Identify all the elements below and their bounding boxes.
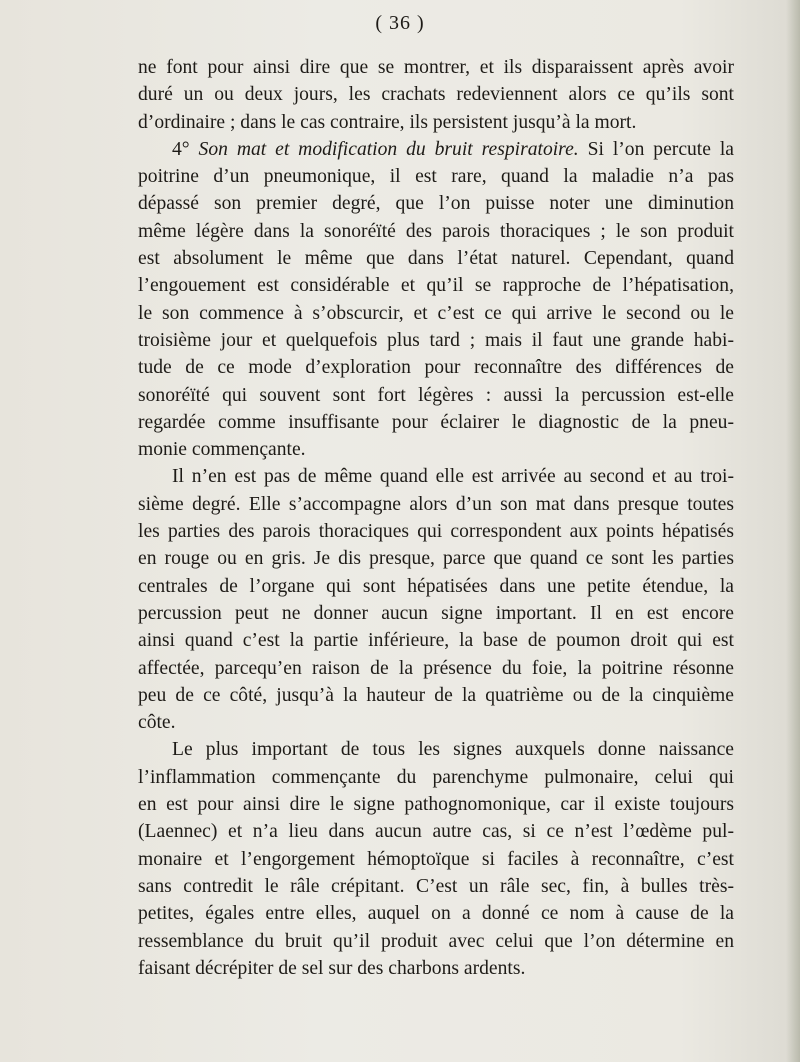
text-line: faisant décrépiter de sel sur des charbons ardents. — [138, 957, 526, 979]
paragraph-1 — [138, 54, 734, 136]
text-line: peu de ce côté, jusqu’à la hauteur de la quatrième ou de la cinquième — [138, 684, 734, 706]
text-line: troisième jour et quelquefois plus tard ; mais il faut une grande habi- — [138, 329, 734, 351]
text-line: affectée, parcequ’en raison de la présence du foie, la poitrine résonne — [138, 657, 734, 679]
text-line: (Laennec) et n’a lieu dans aucun autre cas, si ce n’est l’œdème pul- — [138, 821, 734, 843]
text-line: les parties des parois thoraciques qui correspondent aux points hépatisés — [138, 521, 734, 543]
text-line: dépassé son premier degré, que l’on puisse noter une diminution — [138, 193, 734, 215]
paragraph-2 — [138, 136, 734, 464]
heading-line — [138, 136, 734, 163]
text-line: tude de ce mode d’exploration pour reconnaître des différences de — [138, 357, 734, 379]
text-line: l’inflammation commençante du parenchyme pulmonaire, celui qui — [138, 766, 734, 788]
page-number: ( 36 ) — [375, 12, 425, 34]
text-line: est absolument le même que dans l’état naturel. Cependant, quand — [138, 248, 734, 270]
text-line: d’ordinaire ; dans le cas contraire, ils persistent jusqu’à la mort. — [138, 111, 637, 133]
text-line: sans contredit le râle crépitant. C’est un râle sec, fin, à bulles très- — [138, 875, 734, 897]
text-line: Il n’en est pas de même quand elle est arrivée au second et au troi- — [172, 466, 734, 488]
text-line: sonoréïté qui souvent sont fort légères : aussi la percussion est-elle — [138, 384, 734, 406]
text-line: duré un ou deux jours, les crachats redeviennent alors ce qu’ils sont — [138, 84, 734, 106]
heading-line-rest: Si l’on percute la — [587, 138, 734, 160]
paragraph-4 — [138, 736, 734, 982]
text-line: ressemblance du bruit qu’il produit avec celui que l’on détermine en — [138, 930, 734, 952]
text-line: ne font pour ainsi dire que se montrer, et ils disparaissent après avoir — [138, 57, 734, 78]
text-line: monaire et l’engorgement hémoptoïque si faciles à reconnaître, c’est — [138, 848, 734, 870]
text-line: en est pour ainsi dire le signe pathognomonique, car il existe toujours — [138, 794, 734, 816]
paragraph-3 — [138, 463, 734, 736]
page-edge-shadow — [786, 0, 800, 1062]
section-number: 4° — [172, 138, 190, 160]
text-line: le son commence à s’obscurcir, et c’est ce qui arrive le second ou le — [138, 302, 734, 324]
text-line: ainsi quand c’est la partie inférieure, la base de poumon droit qui est — [138, 630, 734, 652]
section-heading: Son mat et modification du bruit respiratoire. — [198, 138, 579, 160]
text-line: centrales de l’organe qui sont hépatisées dans une petite étendue, la — [138, 575, 734, 597]
text-line: monie commençante. — [138, 439, 306, 461]
text-line: petites, égales entre elles, auquel on a donné ce nom à cause de la — [138, 903, 734, 925]
text-line: poitrine d’un pneumonique, il est rare, quand la maladie n’a pas — [138, 166, 734, 188]
text-line: sième degré. Elle s’accompagne alors d’un son mat dans presque toutes — [138, 493, 734, 515]
text-line: Le plus important de tous les signes auxquels donne naissance — [172, 739, 734, 761]
body-text — [138, 54, 734, 982]
text-line: percussion peut ne donner aucun signe important. Il en est encore — [138, 602, 734, 624]
text-line: regardée comme insuffisante pour éclairer le diagnostic de la pneu- — [138, 411, 734, 433]
text-line: côte. — [138, 712, 176, 734]
text-line: en rouge ou en gris. Je dis presque, parce que quand ce sont les parties — [138, 548, 734, 570]
text-line: même légère dans la sonoréïté des parois thoraciques ; le son produit — [138, 220, 734, 242]
text-line: l’engouement est considérable et qu’il se rapproche de l’hépatisation, — [138, 275, 734, 297]
